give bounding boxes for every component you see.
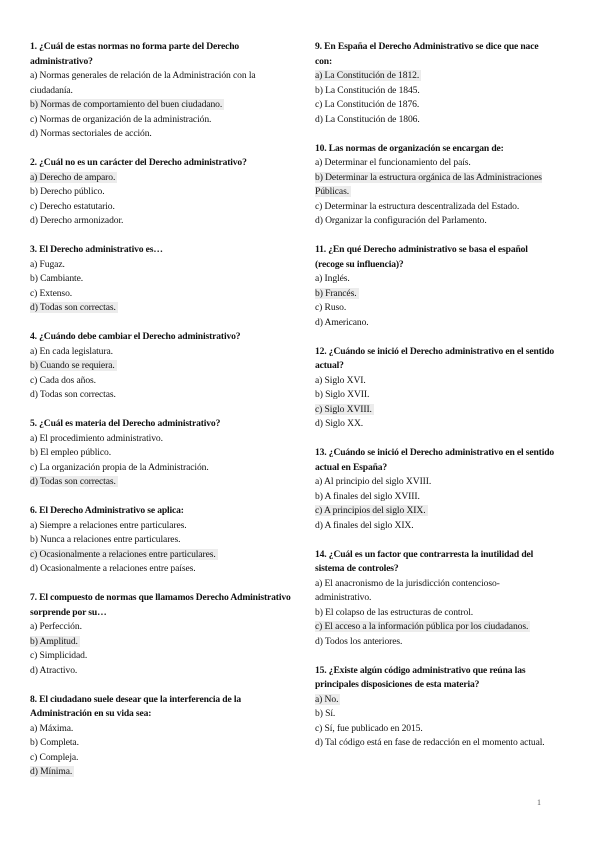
option-b-correct: b) Normas de comportamiento del buen ciudadano. bbox=[30, 99, 223, 110]
option-d: d) Ocasionalmente a relaciones entre países. bbox=[30, 563, 196, 574]
option-c: c) Ruso. bbox=[315, 302, 347, 313]
option-d: d) La Constitución de 1806. bbox=[315, 113, 420, 125]
option-c-correct: c) El acceso a la información pública por los ciudadanos. bbox=[315, 621, 529, 632]
question-text: 12. ¿Cuándo se inició el Derecho administrativo en el sentido actual? bbox=[315, 345, 555, 371]
option-b: b) El empleo público. bbox=[30, 447, 112, 458]
option-a: a) En cada legislatura. bbox=[30, 345, 113, 357]
option-c: c) Normas de organización de la administración. bbox=[30, 113, 212, 125]
option-c: c) Determinar la estructura descentralizada del Estado. bbox=[315, 200, 520, 212]
option-d: d) Tal código está en fase de redacción en el momento actual. bbox=[315, 737, 545, 748]
question-text: 14. ¿Cuál es un factor que contrarresta la inutilidad del sistema de controles? bbox=[315, 548, 534, 574]
question-9 bbox=[315, 40, 555, 127]
option-d: d) Siglo XX. bbox=[315, 418, 364, 429]
option-a: a) Máxima. bbox=[30, 722, 74, 734]
option-a: a) Siglo XVI. bbox=[315, 374, 366, 386]
question-text: 3. El Derecho administrativo es… bbox=[30, 244, 163, 255]
option-c: c) Extenso. bbox=[30, 287, 73, 299]
left-column bbox=[30, 40, 292, 794]
option-d: d) Atractivo. bbox=[30, 664, 78, 676]
question-10 bbox=[315, 142, 555, 229]
question-text: 7. El compuesto de normas que llamamos Derecho Administrativo sorprende por su… bbox=[30, 592, 291, 618]
question-12 bbox=[315, 345, 555, 432]
question-4 bbox=[30, 330, 292, 403]
option-d: d) Americano. bbox=[315, 316, 369, 328]
question-text: 6. El Derecho Administrativo se aplica: bbox=[30, 505, 184, 516]
option-c: c) Derecho estatutario. bbox=[30, 200, 115, 212]
question-text: 4. ¿Cuándo debe cambiar el Derecho administrativo? bbox=[30, 331, 241, 342]
option-a: a) Inglés. bbox=[315, 273, 350, 284]
option-a: a) El anacronismo de la jurisdicción contencioso-administrativo. bbox=[315, 577, 500, 603]
question-text: 1. ¿Cuál de estas normas no forma parte del Derecho administrativo? bbox=[30, 41, 240, 67]
right-column bbox=[315, 40, 555, 765]
option-b-correct: b) Amplitud. bbox=[30, 635, 78, 647]
option-b: b) Nunca a relaciones entre particulares. bbox=[30, 534, 181, 545]
question-3 bbox=[30, 243, 292, 316]
option-a-correct: a) La Constitución de 1812. bbox=[315, 70, 420, 81]
question-text: 10. Las normas de organización se encargan de: bbox=[315, 142, 504, 154]
question-text: 11. ¿En qué Derecho administrativo se basa el español (recoge su influencia)? bbox=[315, 244, 528, 270]
question-15 bbox=[315, 664, 555, 751]
option-d: d) Todas son correctas. bbox=[30, 389, 116, 400]
option-a: a) Al principio del siglo XVIII. bbox=[315, 476, 432, 487]
option-c: c) Simplicidad. bbox=[30, 650, 88, 661]
option-a: a) Normas generales de relación de la Administración con la ciudadanía. bbox=[30, 70, 256, 96]
question-2 bbox=[30, 156, 292, 229]
question-11 bbox=[315, 243, 555, 330]
option-c: c) Cada dos años. bbox=[30, 374, 96, 386]
option-d-correct: d) Mínima. bbox=[30, 766, 73, 777]
option-b-correct: b) Cuando se requiera. bbox=[30, 360, 115, 371]
option-d: d) A finales del siglo XIX. bbox=[315, 519, 414, 531]
page-number: 1 bbox=[537, 798, 541, 807]
option-b-correct: b) Francés. bbox=[315, 287, 357, 299]
option-c-correct: c) Siglo XVIII. bbox=[315, 403, 372, 415]
option-d: d) Organizar la configuración del Parlamento. bbox=[315, 215, 487, 226]
option-c: c) La Constitución de 1876. bbox=[315, 99, 420, 110]
option-b: b) A finales del siglo XVIII. bbox=[315, 490, 420, 502]
option-b-correct: b) Determinar la estructura orgánica de las Administraciones Públicas. bbox=[315, 171, 542, 197]
option-c: c) Sí, fue publicado en 2015. bbox=[315, 722, 423, 734]
option-d-correct: d) Todas son correctas. bbox=[30, 302, 116, 313]
option-b: b) Completa. bbox=[30, 737, 79, 748]
option-c: c) La organización propia de la Administración. bbox=[30, 461, 209, 473]
option-c-correct: c) Ocasionalmente a relaciones entre particulares. bbox=[30, 548, 216, 560]
question-text: 2. ¿Cuál no es un carácter del Derecho administrativo? bbox=[30, 157, 247, 168]
question-text: 5. ¿Cuál es materia del Derecho administrativo? bbox=[30, 418, 221, 429]
option-d: d) Todos los anteriores. bbox=[315, 635, 403, 647]
option-d: d) Normas sectoriales de acción. bbox=[30, 128, 152, 139]
option-c: c) Compleja. bbox=[30, 751, 79, 763]
option-a: a) Siempre a relaciones entre particulares. bbox=[30, 519, 187, 531]
question-6 bbox=[30, 504, 292, 577]
option-d-correct: d) Todas son correctas. bbox=[30, 476, 116, 487]
option-b: b) Cambiante. bbox=[30, 273, 84, 284]
option-a-correct: a) Derecho de amparo. bbox=[30, 171, 116, 183]
question-1 bbox=[30, 40, 292, 142]
option-b: b) Sí. bbox=[315, 708, 336, 719]
question-13 bbox=[315, 446, 555, 533]
option-b: b) La Constitución de 1845. bbox=[315, 84, 420, 96]
option-a: a) Determinar el funcionamiento del país. bbox=[315, 157, 471, 168]
option-d: d) Derecho armonizador. bbox=[30, 215, 124, 226]
question-7 bbox=[30, 591, 292, 678]
question-8 bbox=[30, 693, 292, 780]
option-b: b) Siglo XVII. bbox=[315, 389, 370, 400]
question-text: 9. En España el Derecho Administrativo se dice que nace con: bbox=[315, 41, 539, 67]
question-text: 15. ¿Existe algún código administrativo que reúna las principales disposiciones de esta materia? bbox=[315, 664, 526, 690]
option-c-correct: c) A principios del siglo XIX. bbox=[315, 505, 426, 516]
option-a-correct: a) No. bbox=[315, 693, 339, 705]
option-a: a) Perfección. bbox=[30, 621, 82, 632]
question-5 bbox=[30, 417, 292, 490]
option-b: b) Derecho público. bbox=[30, 186, 105, 197]
option-a: a) El procedimiento administrativo. bbox=[30, 432, 163, 444]
option-b: b) El colapso de las estructuras de control. bbox=[315, 606, 474, 618]
option-a: a) Fugaz. bbox=[30, 258, 65, 270]
question-text: 8. El ciudadano suele desear que la interferencia de la Administración en su vida sea: bbox=[30, 693, 241, 719]
question-text: 13. ¿Cuándo se inició el Derecho administrativo en el sentido actual en España? bbox=[315, 447, 555, 473]
question-14 bbox=[315, 548, 555, 650]
